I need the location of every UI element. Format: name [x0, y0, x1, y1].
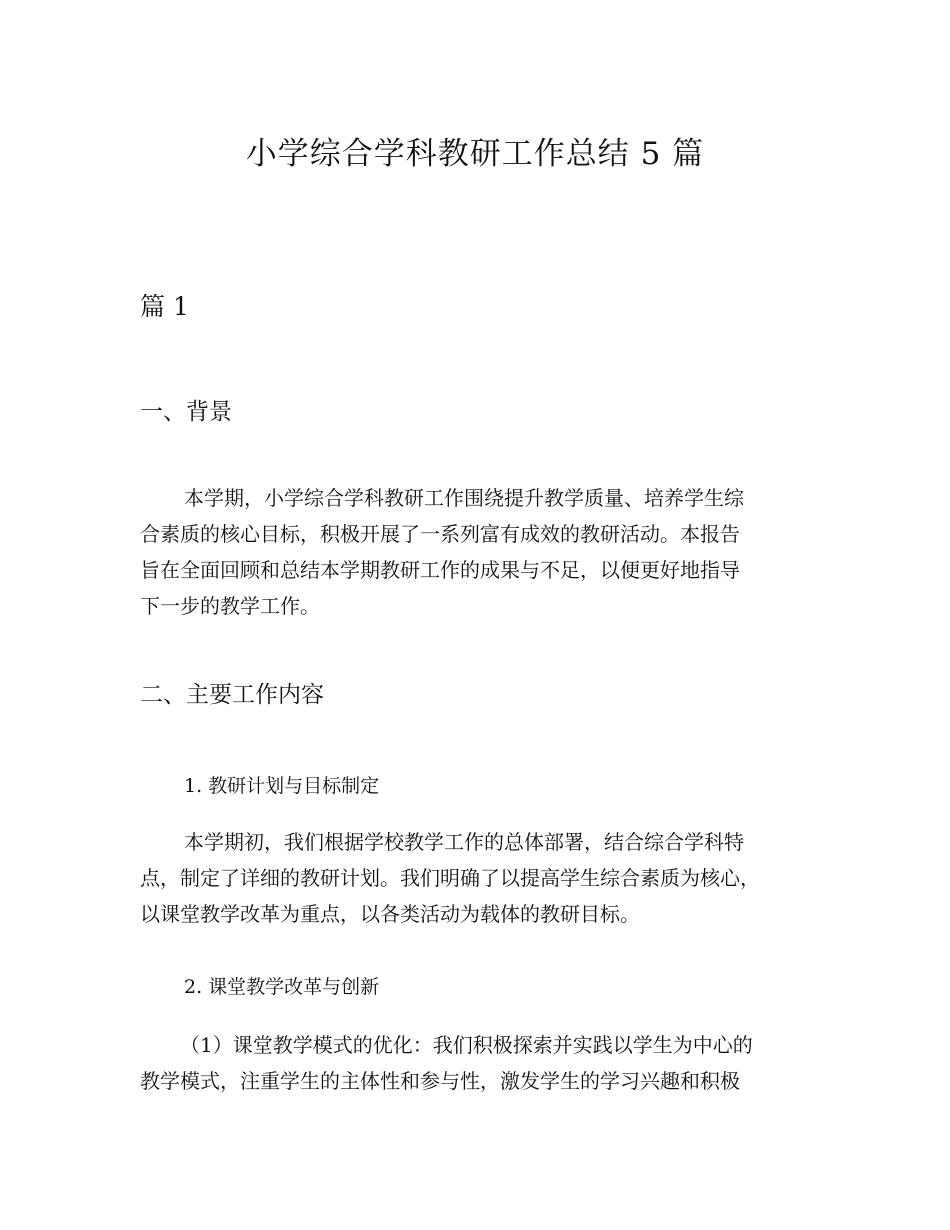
- section-heading-background: 一、背景: [140, 399, 232, 425]
- plan-paragraph: [140, 824, 820, 932]
- paragraph-line: 点，制定了详细的教研计划。我们明确了以提高学生综合素质为核心，: [140, 866, 760, 890]
- chapter-label: 篇 1: [140, 292, 189, 321]
- paragraph-line: （1）课堂教学模式的优化：我们积极探索并实践以学生为中心的: [180, 1033, 753, 1057]
- subsection-heading-reform: 2. 课堂教学改革与创新: [184, 976, 380, 998]
- section-heading-main-work: 二、主要工作内容: [140, 682, 324, 708]
- subsection-heading-plan: 1. 教研计划与目标制定: [184, 775, 380, 797]
- reform-paragraph: [140, 1027, 820, 1099]
- paragraph-line: 下一步的教学工作。: [140, 594, 320, 618]
- background-paragraph: [140, 480, 820, 624]
- paragraph-line: 以课堂教学改革为重点，以各类活动为载体的教研目标。: [140, 902, 640, 926]
- paragraph-line: 合素质的核心目标，积极开展了一系列富有成效的教研活动。本报告: [140, 522, 740, 546]
- paragraph-line: 旨在全面回顾和总结本学期教研工作的成果与不足，以便更好地指导: [140, 558, 740, 582]
- document-title: 小学综合学科教研工作总结 5 篇: [245, 136, 705, 172]
- paragraph-line: 教学模式，注重学生的主体性和参与性，激发学生的学习兴趣和积极: [140, 1069, 740, 1093]
- paragraph-line: 本学期初，我们根据学校教学工作的总体部署，结合综合学科特: [184, 830, 744, 854]
- paragraph-line: 本学期，小学综合学科教研工作围绕提升教学质量、培养学生综: [184, 486, 744, 510]
